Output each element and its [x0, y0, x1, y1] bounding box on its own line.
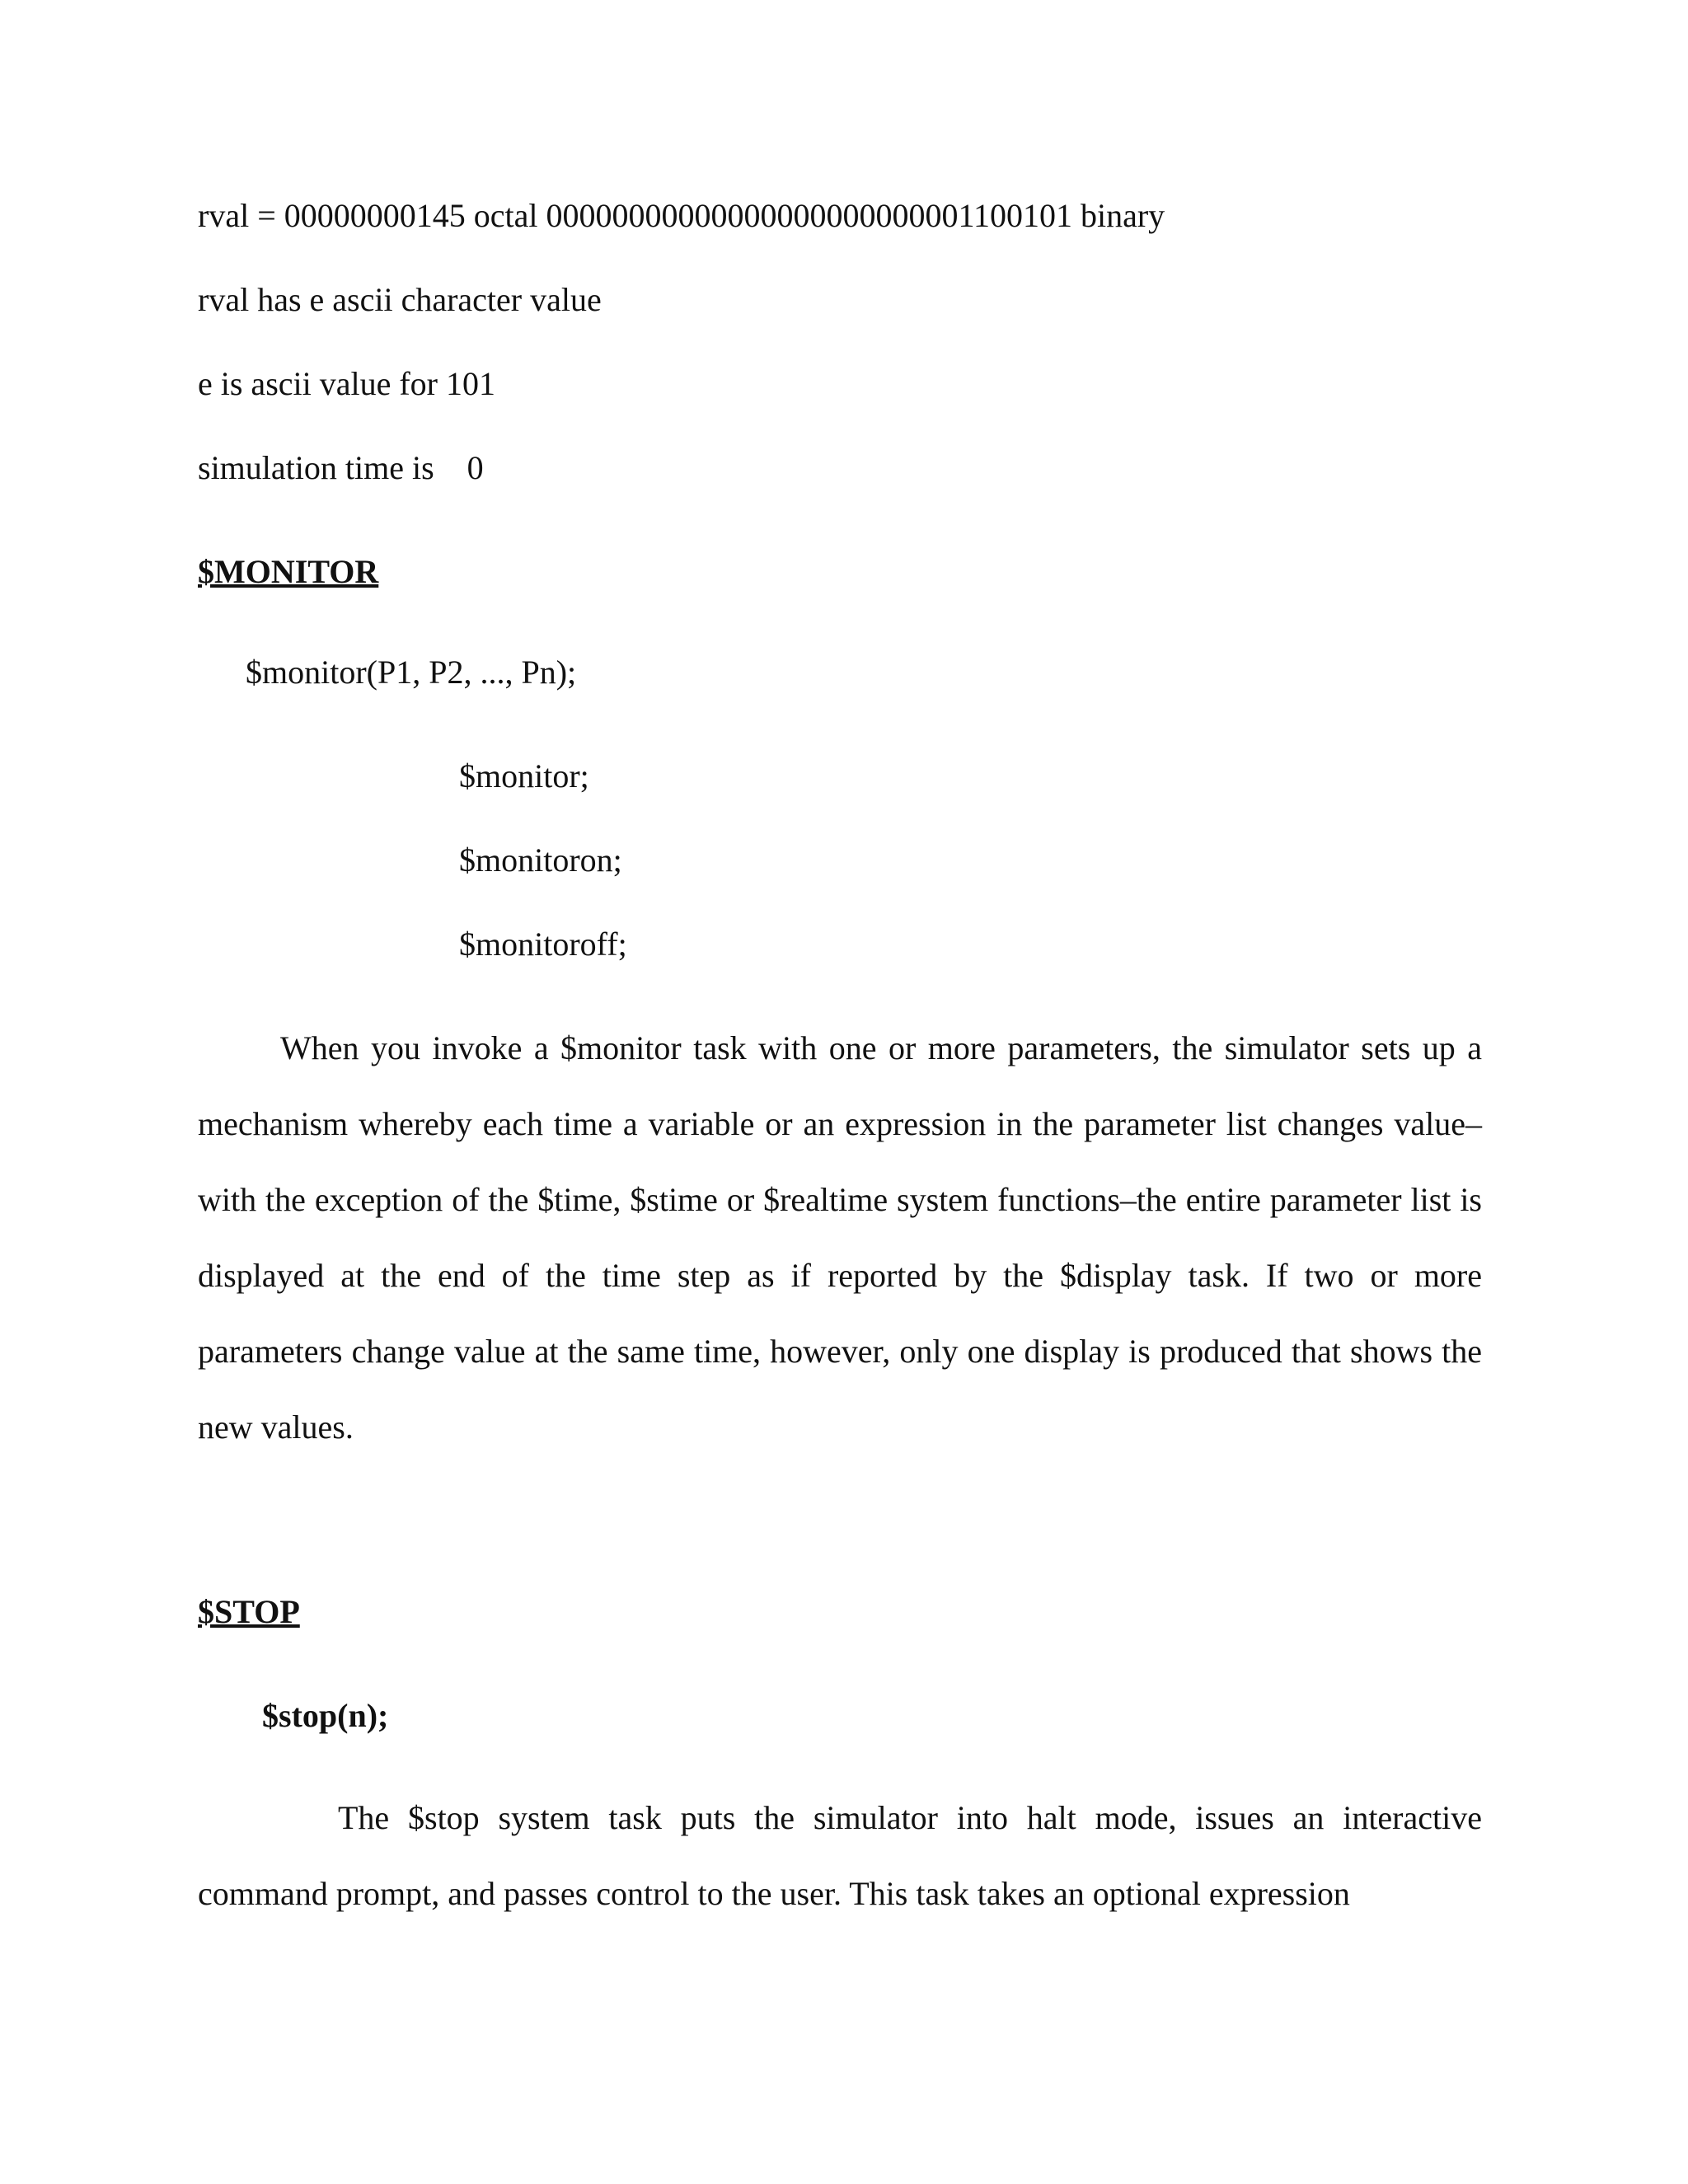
output-line-rval-values: rval = 00000000145 octal 00000000000000000000000001100101 binary	[198, 197, 1165, 234]
stop-heading: $STOP	[198, 1593, 300, 1630]
monitor-description-text: When you invoke a $monitor task with one or more parameters, the simulator sets up a mechanism whereby each time a variable or an expression in the parameter list changes value–with the exception of the $time, $stime or $realtime system functions–the entire parameter list is displayed at the end of the time step as if reported by the $display task. If two or more parameters change value at the same time, however, only one display is produced that shows the new values.	[198, 1029, 1482, 1446]
monitor-description	[198, 1010, 1482, 1465]
output-line-simulation-time: simulation time is 0	[198, 449, 484, 486]
stop-syntax: $stop(n);	[262, 1697, 389, 1734]
monitor-variant-monitoroff: $monitoroff;	[459, 926, 627, 963]
output-line-ascii-value: e is ascii value for 101	[198, 365, 495, 402]
monitor-heading: $MONITOR	[198, 553, 379, 590]
stop-description-text: The $stop system task puts the simulator into halt mode, issues an interactive command prompt, and passes control to the user. This task takes an optional expression	[198, 1799, 1482, 1912]
monitor-variant-monitoron: $monitoron;	[459, 841, 622, 879]
monitor-syntax: $monitor(P1, P2, ..., Pn);	[246, 654, 577, 691]
output-line-ascii-character: rval has e ascii character value	[198, 281, 602, 318]
monitor-variant-monitor: $monitor;	[459, 757, 589, 794]
stop-description	[198, 1780, 1482, 1932]
